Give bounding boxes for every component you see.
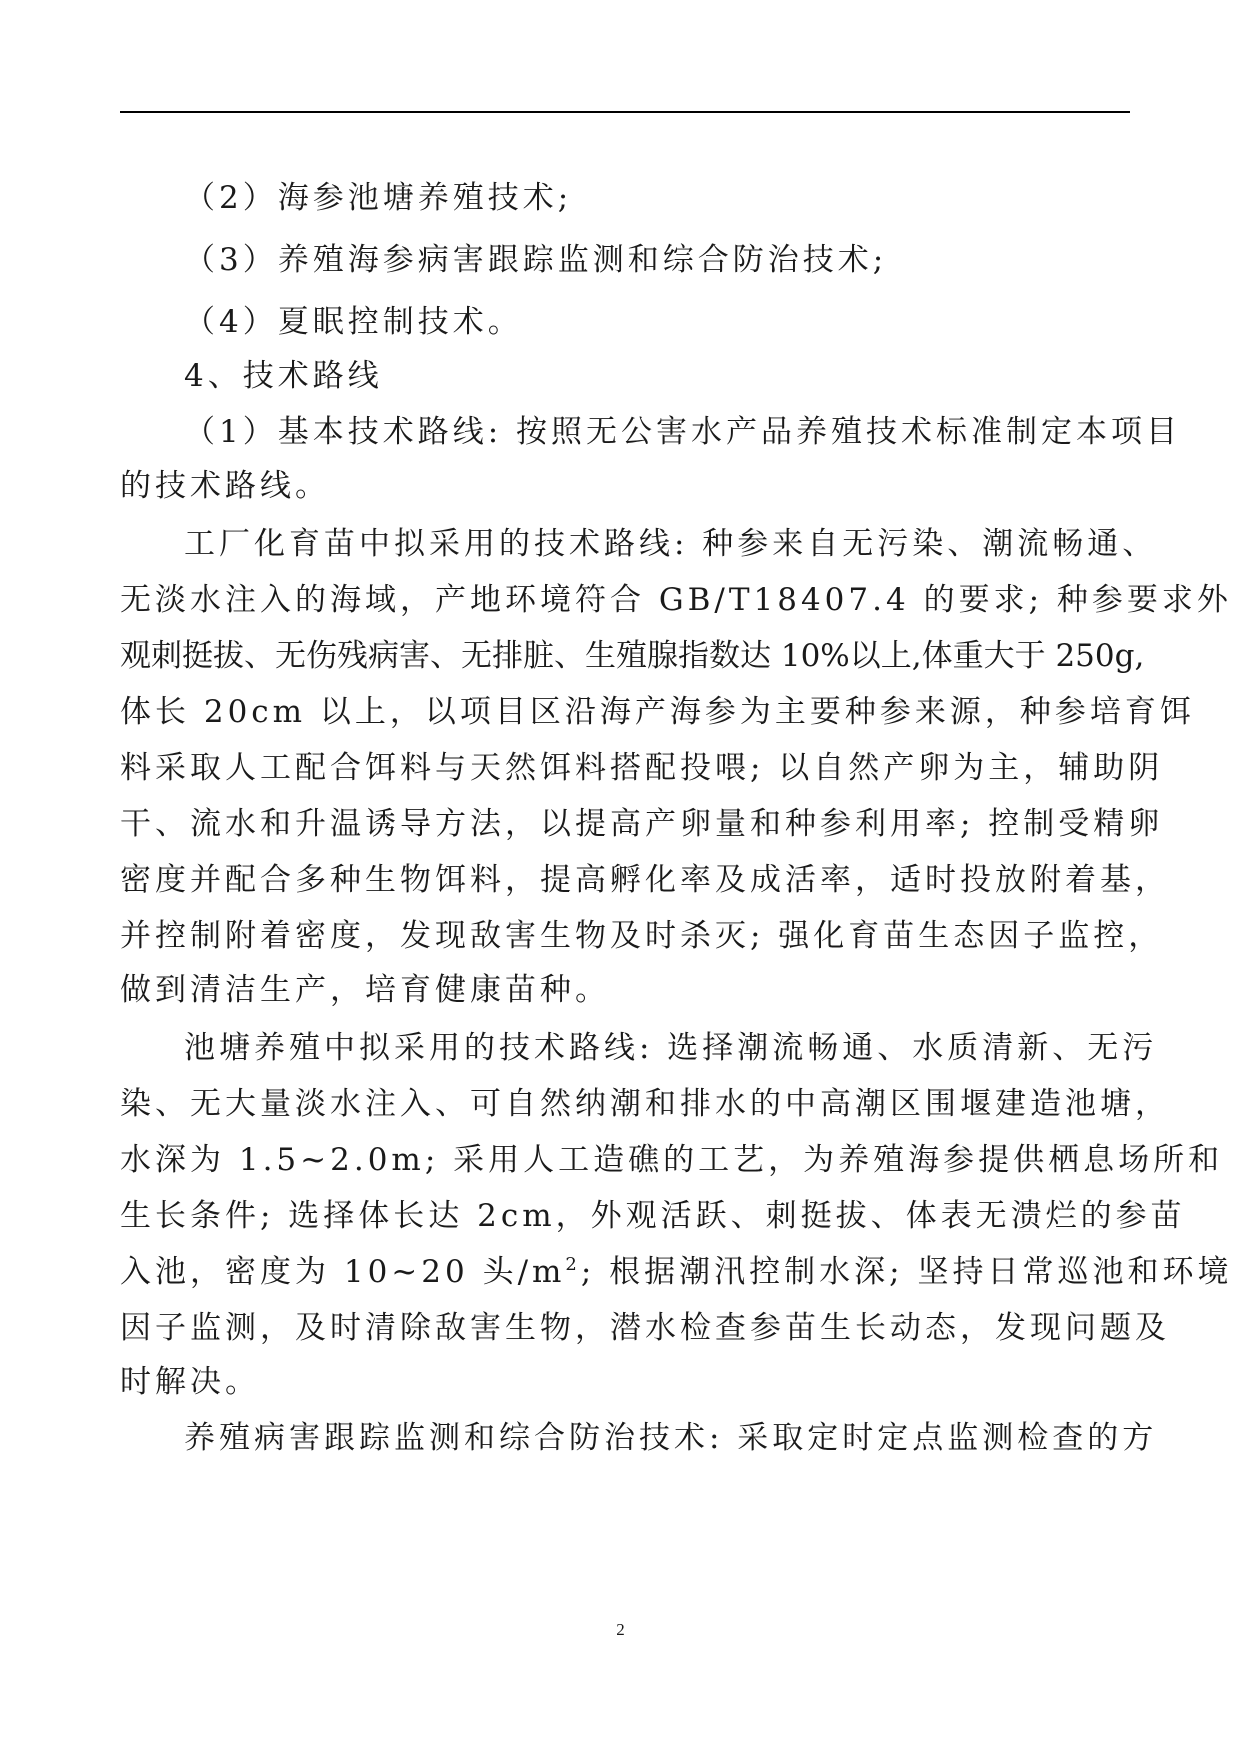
paragraph-line: 生长条件; 选择体长达 2cm，外观活跃、刺挺拔、体表无溃烂的参苗	[120, 1198, 1186, 1234]
paragraph-line: 水深为 1.5~2.0m; 采用人工造礁的工艺，为养殖海参提供栖息场所和	[120, 1142, 1224, 1178]
paragraph-line: 工厂化育苗中拟采用的技术路线: 种参来自无污染、潮流畅通、	[184, 526, 1158, 562]
paragraph-line: 的技术路线。	[120, 468, 330, 504]
paragraph-line: 并控制附着密度，发现敌害生物及时杀灭; 强化育苗生态因子监控，	[120, 918, 1164, 954]
list-item-3: （3）养殖海参病害跟踪监测和综合防治技术;	[184, 242, 888, 278]
paragraph-line: 做到清洁生产，培育健康苗种。	[120, 972, 610, 1008]
paragraph-text: ; 根据潮汛控制水深; 坚持日常巡池和环境	[580, 1254, 1233, 1290]
density-text: 入池，密度为 10~20 头/m	[120, 1254, 566, 1290]
section-heading: 4、技术路线	[184, 358, 383, 394]
paragraph-line: （1）基本技术路线: 按照无公害水产品养殖技术标准制定本项目	[184, 414, 1182, 450]
list-item-4: （4）夏眠控制技术。	[184, 304, 523, 340]
paragraph-line: 干、流水和升温诱导方法，以提高产卵量和种参利用率; 控制受精卵	[120, 806, 1164, 842]
paragraph-line: 池塘养殖中拟采用的技术路线: 选择潮流畅通、水质清新、无污	[184, 1030, 1158, 1066]
paragraph-line: 时解决。	[120, 1364, 260, 1400]
paragraph-line: 染、无大量淡水注入、可自然纳潮和排水的中高潮区围堰建造池塘，	[120, 1086, 1170, 1122]
paragraph-line	[120, 1242, 1232, 1302]
list-item-2: （2）海参池塘养殖技术;	[184, 180, 573, 216]
paragraph-line: 因子监测，及时清除敌害生物，潜水检查参苗生长动态，发现问题及	[120, 1310, 1170, 1346]
header-rule	[120, 111, 1130, 113]
superscript: 2	[565, 1254, 581, 1275]
paragraph-line: 无淡水注入的海域，产地环境符合 GB/T18407.4 的要求; 种参要求外	[120, 582, 1232, 618]
paragraph-line: 体长 20cm 以上，以项目区沿海产海参为主要种参来源，种参培育饵	[120, 694, 1195, 730]
paragraph-line: 养殖病害跟踪监测和综合防治技术: 采取定时定点监测检查的方	[184, 1420, 1158, 1456]
paragraph-line: 料采取人工配合饵料与天然饵料搭配投喂; 以自然产卵为主，辅助阴	[120, 750, 1164, 786]
paragraph-line: 密度并配合多种生物饵料，提高孵化率及成活率，适时投放附着基，	[120, 862, 1170, 898]
page-number: 2	[616, 1620, 625, 1639]
paragraph-line: 观刺挺拔、无伤残病害、无排脏、生殖腺指数达 10%以上,体重大于 250g,	[120, 638, 1145, 674]
